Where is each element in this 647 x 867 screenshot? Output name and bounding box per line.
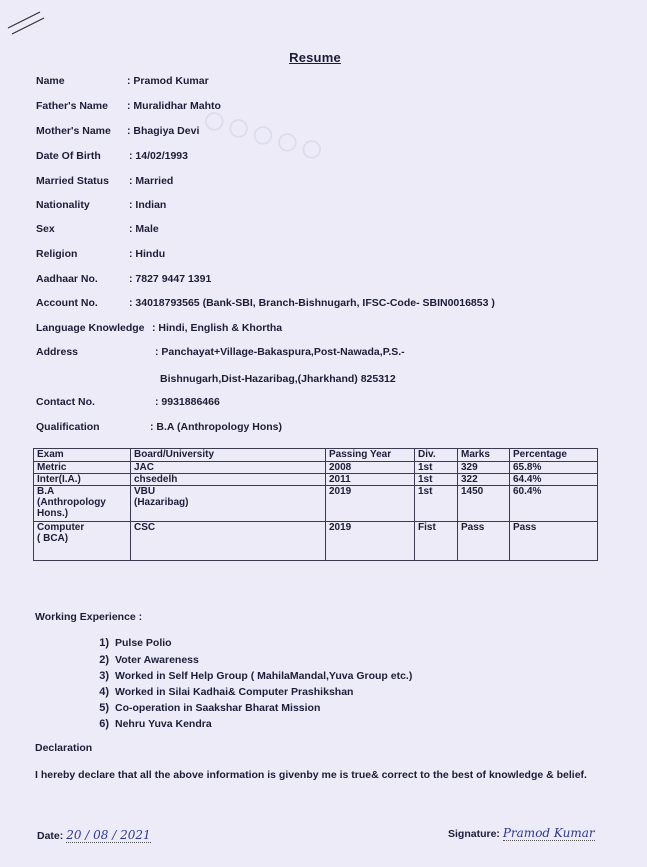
- table-cell: 64.4%: [510, 474, 598, 486]
- list-text: Worked in Silai Kadhai& Computer Prashikshan: [115, 686, 354, 698]
- table-row: [34, 462, 598, 474]
- column-header: Div.: [415, 449, 458, 462]
- list-item: [91, 670, 412, 682]
- field-value: : Male: [129, 223, 159, 235]
- field-value: : Indian: [129, 199, 167, 211]
- list-number: 3): [99, 670, 109, 682]
- signature-handwritten: Pramod Kumar: [502, 826, 595, 840]
- field-label: Qualification: [36, 421, 100, 433]
- field-value: : 9931886466: [155, 396, 220, 408]
- list-text: Voter Awareness: [115, 654, 199, 666]
- field-label: Nationality: [36, 199, 90, 211]
- list-number: 6): [99, 718, 109, 730]
- date-handwritten: 20 / 08 / 2021: [66, 828, 151, 842]
- field-value: : Hindu: [129, 248, 166, 260]
- education-table: [33, 448, 598, 561]
- column-header: Percentage: [510, 449, 598, 462]
- field-value: : Muralidhar Mahto: [127, 100, 221, 112]
- list-number: 2): [99, 654, 109, 666]
- list-number: 4): [99, 686, 109, 698]
- field-label: Father's Name: [36, 100, 108, 112]
- field-label: Contact No.: [36, 396, 95, 408]
- table-cell: chsedelh: [131, 474, 326, 486]
- date-block: [37, 828, 151, 842]
- field-label: Date Of Birth: [36, 150, 101, 162]
- list-text: Worked in Self Help Group ( MahilaMandal,Yuva Group etc.): [115, 670, 413, 682]
- list-number: 5): [99, 702, 109, 714]
- table-header-row: [34, 449, 598, 462]
- list-item: [91, 637, 172, 649]
- table-cell: Pass: [458, 522, 510, 561]
- field-value: : Hindi, English & Khortha: [152, 322, 283, 334]
- list-item: [91, 654, 199, 666]
- table-cell: 65.8%: [510, 462, 598, 474]
- pen-slash-marks: [6, 8, 46, 38]
- list-item: [91, 686, 353, 698]
- field-label: Mother's Name: [36, 125, 111, 137]
- field-value: : 14/02/1993: [129, 150, 188, 162]
- field-value: : Panchayat+Village-Bakaspura,Post-Nawada,P.S.-: [155, 346, 405, 358]
- table-cell: Computer ( BCA): [34, 522, 131, 561]
- table-cell: B.A (Anthropology Hons.): [34, 486, 131, 522]
- list-text: Pulse Polio: [115, 637, 172, 649]
- declaration-text: I hereby declare that all the above information is givenby me is true& correct to the best of knowledge & belief.: [35, 769, 587, 781]
- field-label: Address: [36, 346, 79, 358]
- field-label: Married Status: [36, 175, 109, 187]
- field-value: : Bhagiya Devi: [127, 125, 200, 137]
- signature-label: Signature:: [448, 828, 500, 840]
- table-cell: Inter(I.A.): [34, 474, 131, 486]
- table-cell: 1st: [415, 486, 458, 522]
- table-row: [34, 486, 598, 522]
- field-label: Aadhaar No.: [36, 273, 98, 285]
- table-cell: CSC: [131, 522, 326, 561]
- list-text: Nehru Yuva Kendra: [115, 718, 212, 730]
- table-cell: 329: [458, 462, 510, 474]
- field-value: : 7827 9447 1391: [129, 273, 212, 285]
- field-value: : Pramod Kumar: [127, 75, 209, 87]
- field-value: : B.A (Anthropology Hons): [150, 421, 283, 433]
- column-header: Exam: [34, 449, 131, 462]
- table-cell: Metric: [34, 462, 131, 474]
- table-cell: JAC: [131, 462, 326, 474]
- field-value: : 34018793565 (Bank-SBI, Branch-Bishnugarh, IFSC-Code- SBIN0016853 ): [129, 297, 495, 309]
- declaration-heading: Declaration: [35, 742, 93, 754]
- page-title: Resume: [289, 50, 341, 65]
- field-label: Language Knowledge: [36, 322, 145, 334]
- table-row: [34, 522, 598, 561]
- table-cell: Pass: [510, 522, 598, 561]
- table-cell: 1st: [415, 474, 458, 486]
- table-cell: 322: [458, 474, 510, 486]
- list-text: Co-operation in Saakshar Bharat Mission: [115, 702, 321, 714]
- field-label: Religion: [36, 248, 78, 260]
- signature-block: [448, 826, 595, 840]
- table-cell: Fist: [415, 522, 458, 561]
- table-cell: 2019: [326, 486, 415, 522]
- table-row: [34, 474, 598, 486]
- table-cell: 60.4%: [510, 486, 598, 522]
- column-header: Board/University: [131, 449, 326, 462]
- watermark-stamp: ○○○○○: [196, 93, 332, 174]
- table-cell: 1st: [415, 462, 458, 474]
- table-cell: 1450: [458, 486, 510, 522]
- list-item: [91, 702, 320, 714]
- table-cell: 2011: [326, 474, 415, 486]
- field-label: Name: [36, 75, 65, 87]
- list-item: [91, 718, 212, 730]
- table-cell: 2008: [326, 462, 415, 474]
- table-cell: 2019: [326, 522, 415, 561]
- column-header: Passing Year: [326, 449, 415, 462]
- field-label: Account No.: [36, 297, 98, 309]
- list-number: 1): [99, 637, 109, 649]
- field-value: : Married: [129, 175, 174, 187]
- experience-heading: Working Experience :: [35, 611, 143, 623]
- column-header: Marks: [458, 449, 510, 462]
- table-cell: VBU (Hazaribag): [131, 486, 326, 522]
- field-label: Sex: [36, 223, 55, 235]
- field-value-continued: Bishnugarh,Dist-Hazaribag,(Jharkhand) 825312: [160, 373, 396, 385]
- date-label: Date:: [37, 830, 64, 842]
